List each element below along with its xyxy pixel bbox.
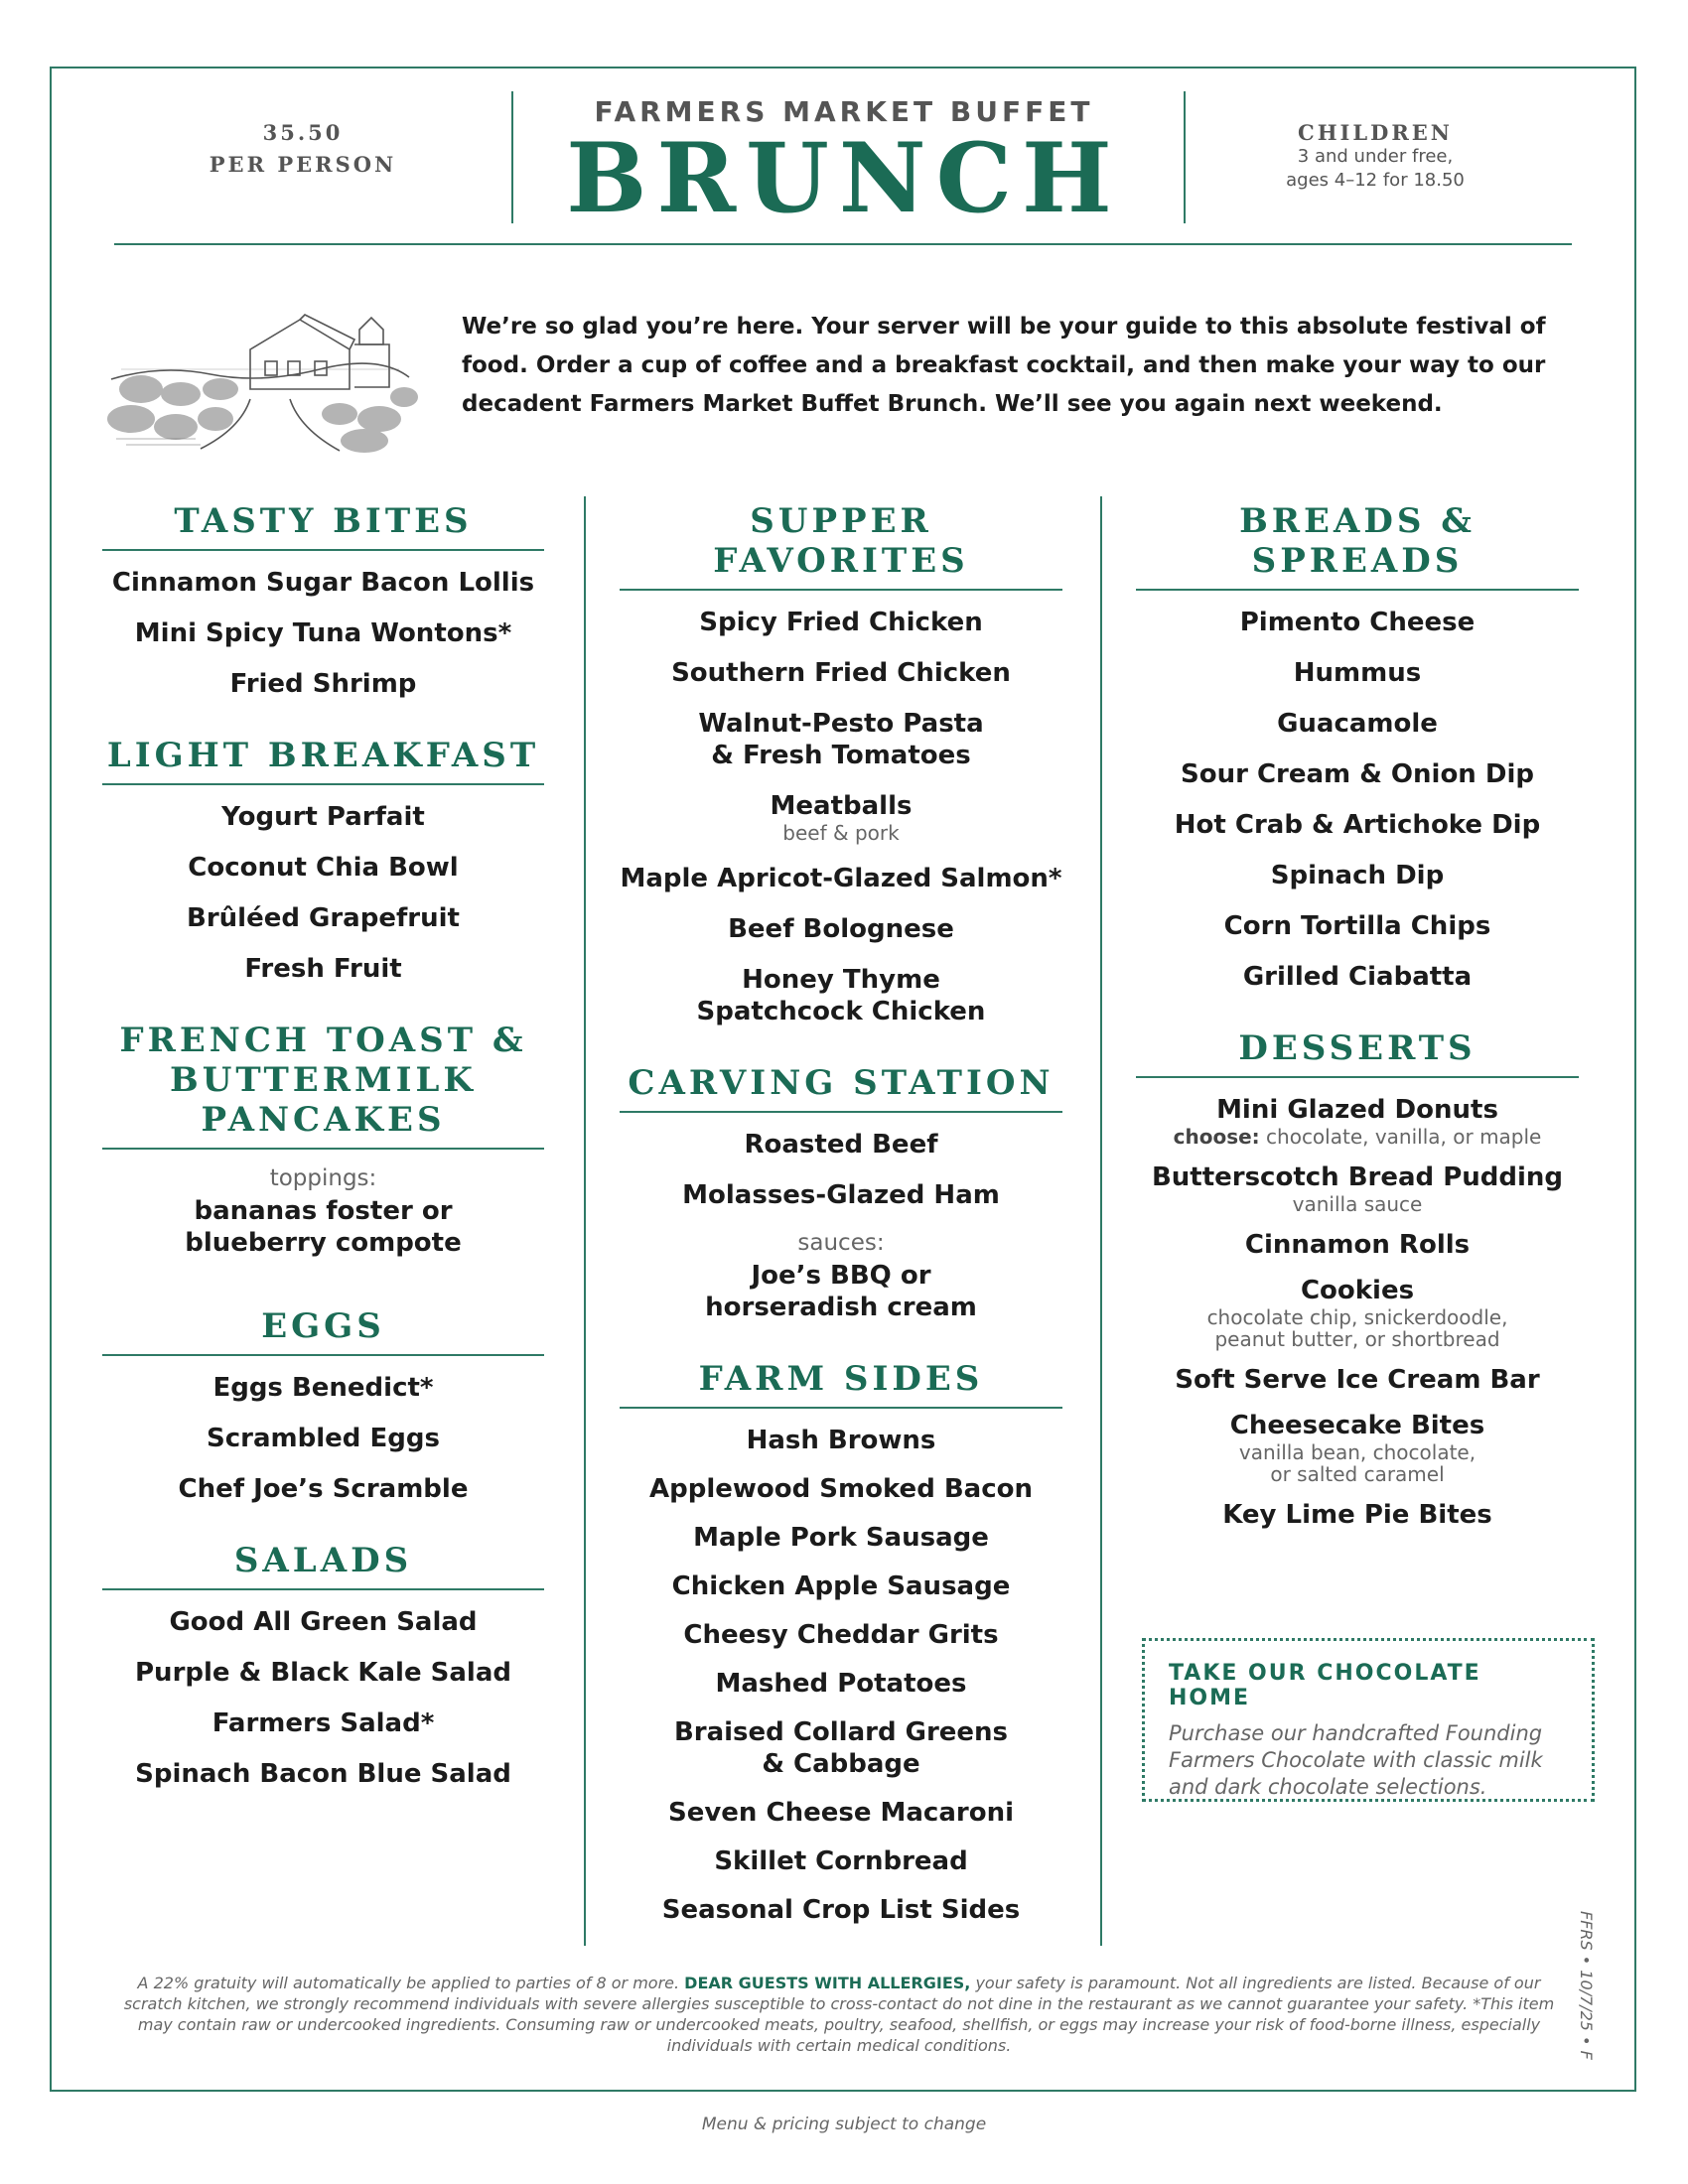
menu-item [1136, 1275, 1579, 1350]
intro-text: We’re so glad you’re here. Your server will be your guide to this absolute festival of food. Order a cup of coffee and a breakfast cocktail, and then make your way to our decadent Farmers Market Buffet Brunch. We’ll see you again next weekend. [462, 314, 1546, 417]
chocolate-promo-box [1142, 1638, 1595, 1802]
header-divider-left [511, 91, 513, 223]
chocolate-promo-title: TAKE OUR CHOCOLATE HOME [1169, 1661, 1481, 1710]
menu-item: Good All Green Salad [169, 1607, 478, 1637]
section-carving-station [620, 1063, 1062, 1323]
column-divider-1 [584, 496, 586, 1946]
menu-column-1 [102, 501, 544, 1826]
item-line: & Cabbage [762, 1749, 920, 1779]
section-title-carving-station: CARVING STATION [620, 1063, 1062, 1113]
header-divider-right [1184, 91, 1186, 223]
menu-item: Purple & Black Kale Salad [135, 1658, 511, 1688]
menu-item: Coconut Chia Bowl [188, 853, 459, 883]
sauce-line: Joe’s BBQ or [751, 1261, 931, 1291]
menu-item: Spicy Fried Chicken [699, 608, 983, 637]
menu-item: Corn Tortilla Chips [1223, 911, 1491, 941]
menu-item: Seasonal Crop List Sides [661, 1895, 1021, 1925]
title-line: FRENCH TOAST & [119, 1021, 527, 1060]
section-title-tasty-bites: TASTY BITES [102, 501, 544, 551]
menu-item: Maple Apricot-Glazed Salmon* [620, 864, 1062, 893]
section-title-salads: SALADS [102, 1541, 544, 1590]
menu-item: Hummus [1293, 658, 1422, 688]
item-name: Butterscotch Bread Pudding [1151, 1162, 1564, 1192]
section-supper-favorites [620, 501, 1062, 1027]
section-farm-sides [620, 1359, 1062, 1926]
menu-item [1136, 1410, 1579, 1485]
gratuity-text: A 22% gratuity will automatically be applied to parties of 8 or more. [137, 1974, 685, 1992]
section-eggs [102, 1306, 544, 1505]
menu-item: Eggs Benedict* [212, 1373, 434, 1403]
item-line: Honey Thyme [742, 965, 940, 995]
menu-item: Seven Cheese Macaroni [667, 1798, 1014, 1828]
header-rule [114, 243, 1572, 245]
menu-title-block [516, 95, 1172, 234]
item-name: Cookies [1300, 1276, 1415, 1305]
item-line: Spatchcock Chicken [696, 997, 986, 1026]
menu-item: Mashed Potatoes [715, 1669, 967, 1699]
item-note: chocolate chip, snickerdoodle, [1206, 1305, 1508, 1329]
menu-item: Yogurt Parfait [221, 802, 425, 832]
menu-item: Spinach Bacon Blue Salad [135, 1759, 511, 1789]
menu-item: Cinnamon Sugar Bacon Lollis [111, 568, 535, 598]
menu-item: Cinnamon Rolls [1244, 1230, 1471, 1260]
menu-item: Molasses-Glazed Ham [682, 1180, 1000, 1210]
children-line2: ages 4–12 for 18.50 [1286, 170, 1465, 191]
item-line: & Fresh Tomatoes [711, 741, 971, 770]
farmhouse-illustration [101, 270, 419, 455]
menu-item: Chef Joe’s Scramble [178, 1474, 469, 1504]
toppings-options [102, 1195, 544, 1259]
menu-item [620, 964, 1062, 1027]
menu-item [620, 708, 1062, 771]
section-light-breakfast [102, 736, 544, 985]
menu-item: Pimento Cheese [1239, 608, 1476, 637]
menu-item: Southern Fried Chicken [671, 658, 1011, 688]
title-line: PANCAKES [201, 1100, 446, 1140]
allergy-disclaimer [109, 1973, 1569, 2056]
children-line1: 3 and under free, [1297, 146, 1454, 167]
column-divider-2 [1100, 496, 1102, 1946]
toppings-label: toppings: [269, 1165, 377, 1191]
item-name: Mini Glazed Donuts [1216, 1095, 1498, 1125]
menu-item: Beef Bolognese [728, 914, 954, 944]
menu-item: Roasted Beef [744, 1130, 938, 1160]
section-breads-spreads [1136, 501, 1579, 993]
menu-item: Brûléed Grapefruit [187, 903, 460, 933]
price: 35.50 [262, 120, 344, 145]
menu-item: Mini Spicy Tuna Wontons* [134, 618, 512, 648]
menu-item [1136, 1094, 1579, 1148]
allergy-text: your safety is paramount. Not all ingredients are listed. Because of our scratch kitchen, we strongly recommend individuals with severe allergies susceptible to cross-contact do not dine in the restaurant as we cannot guarantee your safety. *This item may contain raw or undercooked ingredients. Consuming raw or undercooked meats, poultry, seafood, shellfish, or eggs may increase your risk of food-borne illness, especially individuals with certain medical conditions. [123, 1974, 1555, 2055]
menu-item: Sour Cream & Onion Dip [1181, 759, 1534, 789]
item-line: Walnut-Pesto Pasta [698, 709, 984, 739]
title-line: BUTTERMILK [170, 1060, 477, 1100]
menu-title: BRUNCH [566, 122, 1122, 234]
sauces-options [620, 1260, 1062, 1323]
per-person-label: PER PERSON [209, 152, 397, 177]
choose-options: chocolate, vanilla, or maple [1259, 1125, 1542, 1149]
section-desserts [1136, 1028, 1579, 1531]
section-title-supper-favorites: SUPPER FAVORITES [620, 501, 1062, 591]
menu-item [620, 790, 1062, 844]
section-title-farm-sides: FARM SIDES [620, 1359, 1062, 1409]
menu-item: Scrambled Eggs [207, 1424, 440, 1453]
price-block [169, 117, 437, 181]
item-line: Braised Collard Greens [673, 1717, 1009, 1747]
menu-item: Hash Browns [746, 1426, 936, 1455]
menu-item: Grilled Ciabatta [1242, 962, 1473, 992]
section-title-eggs: EGGS [102, 1306, 544, 1356]
section-title-light-breakfast: LIGHT BREAKFAST [102, 736, 544, 785]
sauce-line: horseradish cream [705, 1293, 977, 1322]
menu-item: Spinach Dip [1270, 861, 1445, 890]
section-title-french-toast [102, 1021, 544, 1150]
section-title-desserts: DESSERTS [1136, 1028, 1579, 1078]
section-salads [102, 1541, 544, 1790]
item-note: or salted caramel [1270, 1462, 1445, 1486]
allergy-heading: DEAR GUESTS WITH ALLERGIES, [684, 1974, 971, 1992]
menu-item: Chicken Apple Sausage [671, 1571, 1011, 1601]
menu-item: Fresh Fruit [244, 954, 402, 984]
menu-item: Hot Crab & Artichoke Dip [1174, 810, 1541, 840]
sauces-label: sauces: [797, 1230, 885, 1256]
toppings-line: blueberry compote [185, 1228, 462, 1258]
section-tasty-bites [102, 501, 544, 700]
menu-item [1136, 1161, 1579, 1215]
toppings-line: bananas foster or [194, 1196, 453, 1226]
item-note: peanut butter, or shortbread [1214, 1327, 1500, 1351]
menu-column-3 [1136, 501, 1579, 1567]
menu-item: Skillet Cornbread [714, 1846, 968, 1876]
choose-label: choose: [1173, 1125, 1260, 1149]
pricing-note: Menu & pricing subject to change [701, 2115, 987, 2134]
item-note: vanilla sauce [1292, 1192, 1423, 1216]
children-price-block [1226, 120, 1524, 193]
menu-item: Key Lime Pie Bites [1222, 1500, 1492, 1530]
menu-item: Fried Shrimp [229, 669, 417, 699]
menu-code: FFRS • 10/7/25 • F [1577, 1911, 1596, 2060]
menu-subtitle: FARMERS MARKET BUFFET [594, 95, 1094, 128]
menu-column-2 [620, 501, 1062, 1962]
item-name: Cheesecake Bites [1229, 1411, 1485, 1440]
menu-item: Farmers Salad* [211, 1708, 435, 1738]
menu-item: Guacamole [1277, 709, 1438, 739]
section-french-toast [102, 1021, 544, 1259]
menu-item: Maple Pork Sausage [693, 1523, 989, 1553]
item-name: Meatballs [770, 791, 913, 821]
section-title-breads-spreads: BREADS & SPREADS [1136, 501, 1579, 591]
item-note: beef & pork [782, 821, 900, 845]
menu-item: Cheesy Cheddar Grits [683, 1620, 999, 1650]
chocolate-promo-description: Purchase our handcrafted Founding Farmers Chocolate with classic milk and dark chocolate selections. [1169, 1721, 1543, 1799]
menu-item: Soft Serve Ice Cream Bar [1175, 1365, 1540, 1395]
menu-item [620, 1716, 1062, 1780]
menu-item: Applewood Smoked Bacon [648, 1474, 1033, 1504]
item-note [1136, 1126, 1579, 1148]
item-note: vanilla bean, chocolate, [1238, 1440, 1477, 1464]
children-title: CHILDREN [1297, 120, 1453, 145]
